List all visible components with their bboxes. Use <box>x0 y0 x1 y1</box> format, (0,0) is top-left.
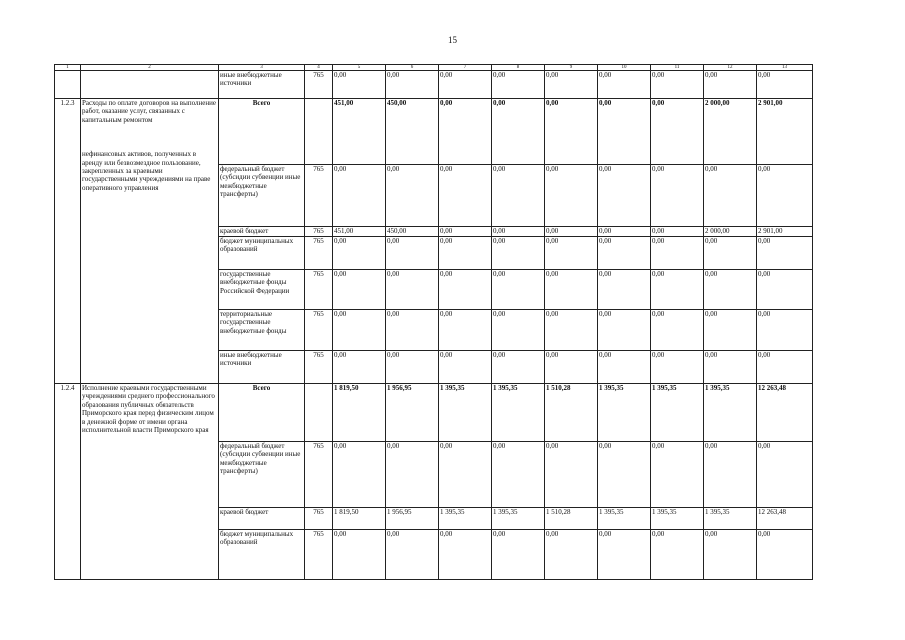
value-cell: 0,00 <box>545 71 598 99</box>
value-cell: 0,00 <box>386 530 439 580</box>
value-cell: 0,00 <box>439 270 492 310</box>
item-name <box>81 384 219 580</box>
column-number-6: 6 <box>386 65 439 71</box>
value-cell: 0,00 <box>386 310 439 351</box>
column-number-10: 10 <box>598 65 651 71</box>
budget-table <box>54 64 813 580</box>
column-number-8: 8 <box>492 65 545 71</box>
value-cell: 0,00 <box>545 310 598 351</box>
value-cell: 451,00 <box>333 99 386 165</box>
value-cell: 1 395,35 <box>704 508 757 530</box>
value-cell: 0,00 <box>333 71 386 99</box>
item-name <box>81 71 219 99</box>
value-cell: 0,00 <box>333 310 386 351</box>
value-cell: 0,00 <box>439 530 492 580</box>
value-cell: 0,00 <box>704 310 757 351</box>
page-number: 15 <box>448 35 457 45</box>
item-name-continuation: нефинансовых активов, полученных в аренду или безвозмездное пользование, закрепленных за краевыми государственными учреждениями на праве оперативного управления <box>82 150 211 192</box>
value-cell: 0,00 <box>757 270 813 310</box>
value-cell: 0,00 <box>439 310 492 351</box>
value-cell: 0,00 <box>598 530 651 580</box>
value-cell: 0,00 <box>704 530 757 580</box>
value-cell: 0,00 <box>545 237 598 270</box>
value-cell: 0,00 <box>386 165 439 227</box>
value-cell: 451,00 <box>333 227 386 237</box>
budget-code: 765 <box>305 270 333 310</box>
value-cell: 0,00 <box>651 71 704 99</box>
funding-source: федеральный бюджет (субсидии субвенции иные межбюджетные трансферты) <box>219 165 305 227</box>
value-cell: 1 956,95 <box>386 384 439 442</box>
value-cell: 0,00 <box>704 165 757 227</box>
value-cell: 0,00 <box>598 99 651 165</box>
value-cell: 0,00 <box>439 227 492 237</box>
value-cell: 0,00 <box>704 270 757 310</box>
value-cell: 0,00 <box>386 237 439 270</box>
value-cell: 0,00 <box>598 227 651 237</box>
value-cell: 1 510,28 <box>545 508 598 530</box>
table-row <box>55 384 813 442</box>
value-cell: 0,00 <box>333 165 386 227</box>
value-cell: 0,00 <box>757 71 813 99</box>
column-number-2: 2 <box>81 65 219 71</box>
value-cell: 0,00 <box>598 165 651 227</box>
item-number: 1.2.4 <box>55 384 81 580</box>
funding-source: государственные внебюджетные фонды Российской Федерации <box>219 270 305 310</box>
value-cell: 0,00 <box>439 442 492 508</box>
budget-code: 765 <box>305 310 333 351</box>
value-cell: 1 395,35 <box>492 384 545 442</box>
value-cell: 2 901,00 <box>757 227 813 237</box>
value-cell: 12 263,48 <box>757 508 813 530</box>
value-cell: 1 395,35 <box>492 508 545 530</box>
value-cell: 0,00 <box>492 530 545 580</box>
value-cell: 0,00 <box>704 351 757 384</box>
value-cell: 2 000,00 <box>704 99 757 165</box>
value-cell: 0,00 <box>545 442 598 508</box>
funding-source: краевой бюджет <box>219 508 305 530</box>
value-cell: 0,00 <box>545 165 598 227</box>
value-cell: 0,00 <box>757 310 813 351</box>
budget-code: 765 <box>305 227 333 237</box>
value-cell: 2 901,00 <box>757 99 813 165</box>
column-number-4: 4 <box>305 65 333 71</box>
item-name <box>81 99 219 384</box>
value-cell: 1 395,35 <box>598 508 651 530</box>
column-number-1: 1 <box>55 65 81 71</box>
value-cell: 1 395,35 <box>439 508 492 530</box>
value-cell: 450,00 <box>386 99 439 165</box>
column-number-11: 11 <box>651 65 704 71</box>
value-cell: 0,00 <box>492 237 545 270</box>
budget-code: 765 <box>305 237 333 270</box>
column-number-9: 9 <box>545 65 598 71</box>
item-number: 1.2.3 <box>55 99 81 384</box>
value-cell: 0,00 <box>333 270 386 310</box>
budget-code: 765 <box>305 351 333 384</box>
value-cell: 0,00 <box>333 351 386 384</box>
funding-source: бюджет муниципальных образований <box>219 530 305 580</box>
table-row <box>55 99 813 165</box>
value-cell: 0,00 <box>757 237 813 270</box>
value-cell: 0,00 <box>545 99 598 165</box>
value-cell: 1 395,35 <box>439 384 492 442</box>
funding-source: Всего <box>219 99 305 165</box>
value-cell: 0,00 <box>651 351 704 384</box>
value-cell: 0,00 <box>651 442 704 508</box>
value-cell: 0,00 <box>704 442 757 508</box>
value-cell: 0,00 <box>651 270 704 310</box>
value-cell: 0,00 <box>439 165 492 227</box>
column-number-12: 12 <box>704 65 757 71</box>
funding-source: федеральный бюджет (субсидии субвенции иные межбюджетные трансферты) <box>219 442 305 508</box>
value-cell: 0,00 <box>704 71 757 99</box>
value-cell: 1 395,35 <box>651 384 704 442</box>
value-cell: 12 263,48 <box>757 384 813 442</box>
value-cell: 0,00 <box>492 310 545 351</box>
budget-code <box>305 384 333 442</box>
value-cell: 0,00 <box>598 71 651 99</box>
budget-code: 765 <box>305 165 333 227</box>
value-cell: 0,00 <box>651 99 704 165</box>
value-cell: 0,00 <box>439 71 492 99</box>
value-cell: 1 395,35 <box>704 384 757 442</box>
value-cell: 0,00 <box>492 99 545 165</box>
value-cell: 0,00 <box>545 227 598 237</box>
value-cell: 0,00 <box>492 442 545 508</box>
value-cell: 0,00 <box>545 351 598 384</box>
value-cell: 0,00 <box>651 237 704 270</box>
value-cell: 0,00 <box>439 237 492 270</box>
value-cell: 0,00 <box>333 442 386 508</box>
budget-code: 765 <box>305 530 333 580</box>
value-cell: 0,00 <box>386 71 439 99</box>
value-cell: 0,00 <box>598 442 651 508</box>
column-number-7: 7 <box>439 65 492 71</box>
value-cell: 0,00 <box>386 351 439 384</box>
value-cell: 0,00 <box>757 165 813 227</box>
funding-source: территориальные государственные внебюджетные фонды <box>219 310 305 351</box>
budget-code: 765 <box>305 508 333 530</box>
value-cell: 1 956,95 <box>386 508 439 530</box>
value-cell: 0,00 <box>492 227 545 237</box>
budget-code: 765 <box>305 442 333 508</box>
value-cell: 0,00 <box>598 351 651 384</box>
value-cell: 0,00 <box>651 310 704 351</box>
value-cell: 0,00 <box>704 237 757 270</box>
value-cell: 0,00 <box>598 237 651 270</box>
item-name-text: Исполнение краевыми государственными учреждениями среднего профессионального образования публичных обязательств Приморского края перед физическим лицом в денежной форме от имени органа исполнительной власти Приморского края <box>82 384 215 435</box>
value-cell: 1 819,50 <box>333 384 386 442</box>
value-cell: 1 395,35 <box>651 508 704 530</box>
budget-code <box>305 99 333 165</box>
funding-source: иные внебюджетные источники <box>219 351 305 384</box>
value-cell: 0,00 <box>757 351 813 384</box>
funding-source: бюджет муниципальных образований <box>219 237 305 270</box>
column-number-13: 13 <box>757 65 813 71</box>
value-cell: 0,00 <box>492 165 545 227</box>
value-cell: 450,00 <box>386 227 439 237</box>
value-cell: 0,00 <box>492 71 545 99</box>
value-cell: 1 819,50 <box>333 508 386 530</box>
value-cell: 0,00 <box>492 270 545 310</box>
value-cell: 0,00 <box>651 165 704 227</box>
value-cell: 0,00 <box>492 351 545 384</box>
column-number-3: 3 <box>219 65 305 71</box>
value-cell: 0,00 <box>333 237 386 270</box>
value-cell: 0,00 <box>439 99 492 165</box>
column-number-5: 5 <box>333 65 386 71</box>
funding-source: краевой бюджет <box>219 227 305 237</box>
value-cell: 0,00 <box>439 351 492 384</box>
value-cell: 0,00 <box>651 227 704 237</box>
value-cell: 1 510,28 <box>545 384 598 442</box>
value-cell: 0,00 <box>545 270 598 310</box>
item-number <box>55 71 81 99</box>
value-cell: 0,00 <box>651 530 704 580</box>
funding-source: Всего <box>219 384 305 442</box>
value-cell: 2 000,00 <box>704 227 757 237</box>
value-cell: 0,00 <box>598 310 651 351</box>
value-cell: 0,00 <box>386 442 439 508</box>
table-row <box>55 71 813 99</box>
value-cell: 0,00 <box>386 270 439 310</box>
value-cell: 0,00 <box>598 270 651 310</box>
value-cell: 1 395,35 <box>598 384 651 442</box>
value-cell: 0,00 <box>757 530 813 580</box>
value-cell: 0,00 <box>333 530 386 580</box>
value-cell: 0,00 <box>757 442 813 508</box>
funding-source: иные внебюджетные источники <box>219 71 305 99</box>
value-cell: 0,00 <box>545 530 598 580</box>
item-name-text: Расходы по оплате договоров на выполнение работ, оказание услуг, связанных с капитальным ремонтом <box>82 99 216 124</box>
budget-code: 765 <box>305 71 333 99</box>
